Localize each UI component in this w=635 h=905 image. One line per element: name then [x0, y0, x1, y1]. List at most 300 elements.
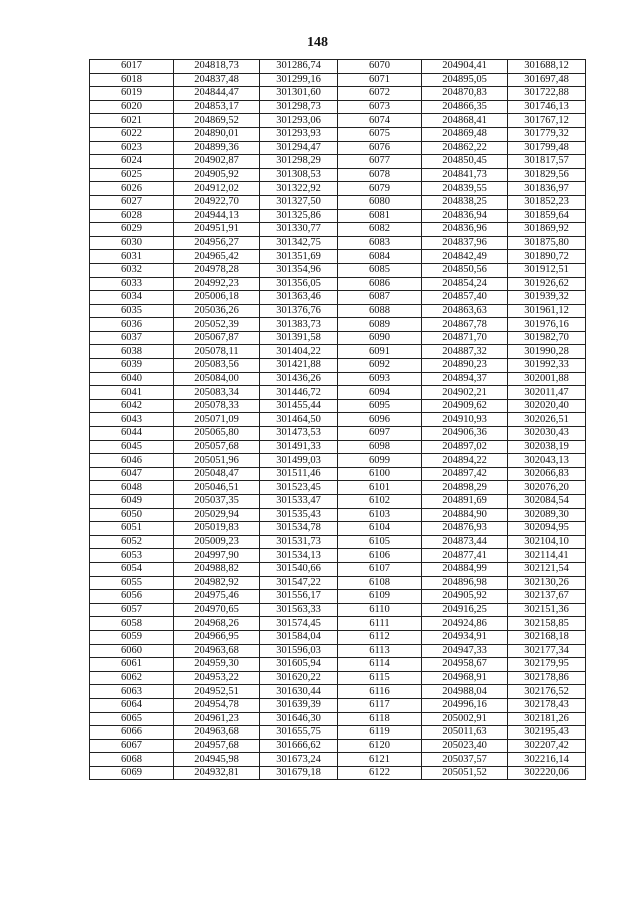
cell-point-number: 6070: [338, 60, 422, 74]
cell-coord-x: 204899,36: [174, 141, 260, 155]
table-row: [90, 644, 586, 658]
cell-coord-y: 301620,22: [260, 671, 338, 685]
table-row: [90, 630, 586, 644]
cell-point-number: 6109: [338, 590, 422, 604]
cell-coord-x: 204818,73: [174, 60, 260, 74]
cell-coord-x: 204947,33: [422, 644, 508, 658]
cell-coord-x: 204850,45: [422, 155, 508, 169]
cell-coord-y: 301799,48: [508, 141, 586, 155]
cell-point-number: 6059: [90, 630, 174, 644]
cell-coord-x: 205084,00: [174, 372, 260, 386]
cell-coord-x: 204961,23: [174, 712, 260, 726]
cell-coord-x: 204902,87: [174, 155, 260, 169]
cell-coord-y: 301563,33: [260, 603, 338, 617]
cell-coord-y: 301293,93: [260, 127, 338, 141]
cell-coord-x: 204966,95: [174, 630, 260, 644]
cell-point-number: 6066: [90, 726, 174, 740]
cell-point-number: 6033: [90, 277, 174, 291]
cell-coord-y: 302207,42: [508, 739, 586, 753]
table-row: [90, 766, 586, 780]
cell-coord-x: 204895,05: [422, 73, 508, 87]
cell-coord-x: 204996,16: [422, 698, 508, 712]
cell-coord-y: 301556,17: [260, 590, 338, 604]
cell-coord-y: 301391,58: [260, 331, 338, 345]
cell-coord-y: 302020,40: [508, 399, 586, 413]
cell-point-number: 6102: [338, 495, 422, 509]
cell-coord-y: 302179,95: [508, 658, 586, 672]
cell-coord-y: 301596,03: [260, 644, 338, 658]
cell-coord-y: 301584,04: [260, 630, 338, 644]
cell-coord-x: 204890,01: [174, 127, 260, 141]
table-row: [90, 236, 586, 250]
cell-coord-y: 301852,23: [508, 195, 586, 209]
cell-coord-y: 301376,76: [260, 304, 338, 318]
table-row: [90, 726, 586, 740]
cell-point-number: 6116: [338, 685, 422, 699]
cell-coord-y: 302094,95: [508, 522, 586, 536]
cell-coord-y: 301330,77: [260, 223, 338, 237]
table-row: [90, 345, 586, 359]
table-row: [90, 73, 586, 87]
cell-coord-y: 302076,20: [508, 481, 586, 495]
cell-coord-y: 301666,62: [260, 739, 338, 753]
cell-point-number: 6093: [338, 372, 422, 386]
cell-coord-x: 205019,83: [174, 522, 260, 536]
cell-point-number: 6044: [90, 427, 174, 441]
cell-point-number: 6043: [90, 413, 174, 427]
cell-coord-x: 204968,91: [422, 671, 508, 685]
cell-coord-y: 301673,24: [260, 753, 338, 767]
cell-point-number: 6052: [90, 535, 174, 549]
cell-coord-x: 205083,34: [174, 386, 260, 400]
cell-coord-x: 204898,29: [422, 481, 508, 495]
cell-point-number: 6113: [338, 644, 422, 658]
cell-coord-x: 204871,70: [422, 331, 508, 345]
cell-point-number: 6069: [90, 766, 174, 780]
cell-point-number: 6020: [90, 100, 174, 114]
cell-coord-y: 302089,30: [508, 508, 586, 522]
cell-point-number: 6034: [90, 291, 174, 305]
cell-point-number: 6049: [90, 495, 174, 509]
cell-point-number: 6039: [90, 359, 174, 373]
cell-point-number: 6096: [338, 413, 422, 427]
table-row: [90, 114, 586, 128]
cell-coord-y: 301679,18: [260, 766, 338, 780]
cell-point-number: 6057: [90, 603, 174, 617]
cell-coord-x: 204922,70: [174, 195, 260, 209]
cell-point-number: 6041: [90, 386, 174, 400]
table-row: [90, 127, 586, 141]
cell-coord-x: 204857,40: [422, 291, 508, 305]
cell-point-number: 6121: [338, 753, 422, 767]
cell-coord-y: 301836,97: [508, 182, 586, 196]
table-row: [90, 304, 586, 318]
cell-coord-y: 301455,44: [260, 399, 338, 413]
cell-coord-y: 302216,14: [508, 753, 586, 767]
cell-coord-x: 204968,26: [174, 617, 260, 631]
cell-point-number: 6029: [90, 223, 174, 237]
cell-coord-x: 204906,36: [422, 427, 508, 441]
cell-point-number: 6086: [338, 277, 422, 291]
cell-point-number: 6084: [338, 250, 422, 264]
cell-coord-x: 204894,22: [422, 454, 508, 468]
table-row: [90, 712, 586, 726]
table-row: [90, 182, 586, 196]
cell-point-number: 6094: [338, 386, 422, 400]
cell-coord-y: 301912,51: [508, 263, 586, 277]
cell-coord-y: 301547,22: [260, 576, 338, 590]
cell-coord-x: 204844,47: [174, 87, 260, 101]
cell-coord-y: 302084,54: [508, 495, 586, 509]
table-row: [90, 87, 586, 101]
cell-point-number: 6073: [338, 100, 422, 114]
cell-point-number: 6018: [90, 73, 174, 87]
cell-coord-x: 204978,28: [174, 263, 260, 277]
cell-point-number: 6108: [338, 576, 422, 590]
cell-coord-y: 301531,73: [260, 535, 338, 549]
cell-point-number: 6050: [90, 508, 174, 522]
cell-point-number: 6081: [338, 209, 422, 223]
cell-point-number: 6082: [338, 223, 422, 237]
cell-coord-x: 204956,27: [174, 236, 260, 250]
cell-point-number: 6056: [90, 590, 174, 604]
cell-point-number: 6088: [338, 304, 422, 318]
cell-coord-y: 301404,22: [260, 345, 338, 359]
cell-point-number: 6111: [338, 617, 422, 631]
cell-coord-x: 204897,42: [422, 467, 508, 481]
cell-coord-y: 302121,54: [508, 562, 586, 576]
table-row: [90, 576, 586, 590]
cell-coord-y: 301325,86: [260, 209, 338, 223]
cell-coord-y: 301446,72: [260, 386, 338, 400]
cell-coord-y: 301767,12: [508, 114, 586, 128]
table-row: [90, 590, 586, 604]
cell-coord-y: 302137,67: [508, 590, 586, 604]
cell-coord-y: 302011,47: [508, 386, 586, 400]
cell-coord-y: 301533,47: [260, 495, 338, 509]
cell-coord-y: 302130,26: [508, 576, 586, 590]
cell-point-number: 6053: [90, 549, 174, 563]
table-row: [90, 508, 586, 522]
cell-point-number: 6076: [338, 141, 422, 155]
cell-point-number: 6060: [90, 644, 174, 658]
cell-coord-x: 204841,73: [422, 168, 508, 182]
cell-coord-y: 301293,06: [260, 114, 338, 128]
cell-point-number: 6074: [338, 114, 422, 128]
cell-coord-x: 204944,13: [174, 209, 260, 223]
table-row: [90, 549, 586, 563]
cell-coord-y: 301540,66: [260, 562, 338, 576]
cell-coord-y: 301356,05: [260, 277, 338, 291]
cell-coord-y: 301351,69: [260, 250, 338, 264]
cell-point-number: 6032: [90, 263, 174, 277]
cell-coord-y: 301869,92: [508, 223, 586, 237]
cell-coord-x: 204877,41: [422, 549, 508, 563]
cell-point-number: 6112: [338, 630, 422, 644]
cell-coord-x: 205057,68: [174, 440, 260, 454]
cell-point-number: 6098: [338, 440, 422, 454]
cell-coord-x: 204891,69: [422, 495, 508, 509]
cell-point-number: 6023: [90, 141, 174, 155]
cell-coord-x: 205065,80: [174, 427, 260, 441]
coordinates-table: [89, 59, 586, 780]
table-row: [90, 481, 586, 495]
cell-coord-x: 204932,81: [174, 766, 260, 780]
table-row: [90, 250, 586, 264]
cell-coord-y: 301473,53: [260, 427, 338, 441]
table-row: [90, 141, 586, 155]
table-row: [90, 100, 586, 114]
cell-coord-x: 204884,90: [422, 508, 508, 522]
table-row: [90, 495, 586, 509]
cell-point-number: 6110: [338, 603, 422, 617]
table-row: [90, 399, 586, 413]
cell-point-number: 6045: [90, 440, 174, 454]
cell-point-number: 6068: [90, 753, 174, 767]
table-row: [90, 698, 586, 712]
cell-point-number: 6106: [338, 549, 422, 563]
cell-coord-x: 204867,78: [422, 318, 508, 332]
cell-coord-y: 302178,43: [508, 698, 586, 712]
cell-coord-y: 302176,52: [508, 685, 586, 699]
cell-coord-x: 205051,96: [174, 454, 260, 468]
cell-coord-y: 301982,70: [508, 331, 586, 345]
cell-coord-x: 204957,68: [174, 739, 260, 753]
cell-coord-y: 301342,75: [260, 236, 338, 250]
cell-coord-x: 205067,87: [174, 331, 260, 345]
cell-coord-x: 204850,56: [422, 263, 508, 277]
cell-coord-y: 301535,43: [260, 508, 338, 522]
cell-coord-y: 301301,60: [260, 87, 338, 101]
cell-coord-y: 301817,57: [508, 155, 586, 169]
table-row: [90, 671, 586, 685]
cell-point-number: 6097: [338, 427, 422, 441]
cell-point-number: 6058: [90, 617, 174, 631]
cell-coord-x: 204897,02: [422, 440, 508, 454]
cell-coord-x: 204890,23: [422, 359, 508, 373]
cell-coord-x: 204896,98: [422, 576, 508, 590]
cell-coord-x: 204910,93: [422, 413, 508, 427]
table-row: [90, 291, 586, 305]
cell-coord-y: 302001,88: [508, 372, 586, 386]
cell-coord-x: 205083,56: [174, 359, 260, 373]
cell-coord-x: 204869,52: [174, 114, 260, 128]
table-row: [90, 685, 586, 699]
table-row: [90, 522, 586, 536]
cell-coord-x: 204836,96: [422, 223, 508, 237]
cell-point-number: 6078: [338, 168, 422, 182]
cell-point-number: 6085: [338, 263, 422, 277]
table-row: [90, 413, 586, 427]
cell-coord-x: 205023,40: [422, 739, 508, 753]
table-row: [90, 195, 586, 209]
cell-point-number: 6065: [90, 712, 174, 726]
cell-point-number: 6077: [338, 155, 422, 169]
cell-point-number: 6054: [90, 562, 174, 576]
cell-coord-y: 301574,45: [260, 617, 338, 631]
cell-coord-x: 204959,30: [174, 658, 260, 672]
cell-coord-x: 204905,92: [422, 590, 508, 604]
table-row: [90, 753, 586, 767]
cell-coord-y: 301875,80: [508, 236, 586, 250]
cell-coord-y: 301299,16: [260, 73, 338, 87]
cell-coord-y: 302151,36: [508, 603, 586, 617]
cell-coord-x: 204905,92: [174, 168, 260, 182]
cell-point-number: 6080: [338, 195, 422, 209]
cell-coord-y: 302114,41: [508, 549, 586, 563]
cell-point-number: 6103: [338, 508, 422, 522]
cell-coord-x: 204873,44: [422, 535, 508, 549]
coordinates-table-container: [89, 59, 586, 780]
cell-coord-x: 205009,23: [174, 535, 260, 549]
table-row: [90, 60, 586, 74]
cell-coord-y: 301534,13: [260, 549, 338, 563]
table-row: [90, 454, 586, 468]
table-row: [90, 535, 586, 549]
table-row: [90, 223, 586, 237]
cell-coord-x: 204953,22: [174, 671, 260, 685]
table-row: [90, 209, 586, 223]
cell-point-number: 6025: [90, 168, 174, 182]
table-row: [90, 467, 586, 481]
cell-coord-x: 204945,98: [174, 753, 260, 767]
cell-point-number: 6071: [338, 73, 422, 87]
cell-point-number: 6022: [90, 127, 174, 141]
cell-point-number: 6083: [338, 236, 422, 250]
cell-coord-x: 205006,18: [174, 291, 260, 305]
cell-coord-y: 301630,44: [260, 685, 338, 699]
cell-coord-y: 301363,46: [260, 291, 338, 305]
cell-point-number: 6019: [90, 87, 174, 101]
cell-point-number: 6107: [338, 562, 422, 576]
cell-coord-x: 204954,78: [174, 698, 260, 712]
cell-coord-y: 301354,96: [260, 263, 338, 277]
cell-point-number: 6091: [338, 345, 422, 359]
cell-coord-y: 301829,56: [508, 168, 586, 182]
cell-coord-y: 301697,48: [508, 73, 586, 87]
cell-coord-y: 302177,34: [508, 644, 586, 658]
cell-coord-x: 204853,17: [174, 100, 260, 114]
cell-point-number: 6047: [90, 467, 174, 481]
cell-coord-x: 205048,47: [174, 467, 260, 481]
table-row: [90, 372, 586, 386]
cell-coord-y: 302181,26: [508, 712, 586, 726]
cell-coord-x: 204988,82: [174, 562, 260, 576]
cell-coord-y: 301308,53: [260, 168, 338, 182]
coordinates-table-body: [90, 60, 586, 780]
table-row: [90, 386, 586, 400]
cell-coord-y: 301939,32: [508, 291, 586, 305]
cell-point-number: 6030: [90, 236, 174, 250]
table-row: [90, 155, 586, 169]
cell-point-number: 6055: [90, 576, 174, 590]
cell-coord-x: 204839,55: [422, 182, 508, 196]
cell-coord-x: 204887,32: [422, 345, 508, 359]
cell-coord-y: 301298,29: [260, 155, 338, 169]
cell-point-number: 6036: [90, 318, 174, 332]
cell-point-number: 6079: [338, 182, 422, 196]
cell-coord-y: 301534,78: [260, 522, 338, 536]
cell-coord-x: 204988,04: [422, 685, 508, 699]
cell-coord-y: 302104,10: [508, 535, 586, 549]
cell-coord-y: 301926,62: [508, 277, 586, 291]
cell-coord-x: 204876,93: [422, 522, 508, 536]
cell-coord-y: 301298,73: [260, 100, 338, 114]
cell-point-number: 6046: [90, 454, 174, 468]
cell-coord-x: 204863,63: [422, 304, 508, 318]
cell-coord-y: 301421,88: [260, 359, 338, 373]
cell-point-number: 6115: [338, 671, 422, 685]
cell-point-number: 6101: [338, 481, 422, 495]
table-row: [90, 263, 586, 277]
cell-point-number: 6095: [338, 399, 422, 413]
cell-point-number: 6061: [90, 658, 174, 672]
cell-point-number: 6104: [338, 522, 422, 536]
cell-point-number: 6037: [90, 331, 174, 345]
cell-coord-y: 301491,33: [260, 440, 338, 454]
cell-point-number: 6089: [338, 318, 422, 332]
cell-point-number: 6100: [338, 467, 422, 481]
cell-point-number: 6114: [338, 658, 422, 672]
cell-coord-y: 301436,26: [260, 372, 338, 386]
cell-point-number: 6038: [90, 345, 174, 359]
cell-coord-y: 302026,51: [508, 413, 586, 427]
cell-point-number: 6062: [90, 671, 174, 685]
cell-coord-x: 204842,49: [422, 250, 508, 264]
cell-coord-x: 205046,51: [174, 481, 260, 495]
cell-coord-y: 301961,12: [508, 304, 586, 318]
cell-coord-x: 204982,92: [174, 576, 260, 590]
cell-coord-y: 301859,64: [508, 209, 586, 223]
cell-coord-y: 301655,75: [260, 726, 338, 740]
table-row: [90, 603, 586, 617]
cell-coord-x: 205037,57: [422, 753, 508, 767]
cell-point-number: 6090: [338, 331, 422, 345]
table-row: [90, 277, 586, 291]
cell-coord-x: 205051,52: [422, 766, 508, 780]
cell-coord-y: 302195,43: [508, 726, 586, 740]
cell-coord-x: 204838,25: [422, 195, 508, 209]
cell-coord-x: 204963,68: [174, 726, 260, 740]
cell-coord-y: 301286,74: [260, 60, 338, 74]
cell-coord-x: 205078,33: [174, 399, 260, 413]
cell-coord-x: 204854,24: [422, 277, 508, 291]
page-number: 148: [307, 35, 328, 50]
cell-coord-x: 204963,68: [174, 644, 260, 658]
cell-point-number: 6027: [90, 195, 174, 209]
table-row: [90, 440, 586, 454]
table-row: [90, 562, 586, 576]
cell-coord-y: 301990,28: [508, 345, 586, 359]
cell-coord-y: 301523,45: [260, 481, 338, 495]
cell-point-number: 6067: [90, 739, 174, 753]
cell-coord-x: 205011,63: [422, 726, 508, 740]
cell-coord-x: 205052,39: [174, 318, 260, 332]
cell-point-number: 6031: [90, 250, 174, 264]
cell-coord-y: 301383,73: [260, 318, 338, 332]
cell-coord-y: 302178,86: [508, 671, 586, 685]
cell-coord-y: 301639,39: [260, 698, 338, 712]
cell-point-number: 6092: [338, 359, 422, 373]
cell-coord-x: 204952,51: [174, 685, 260, 699]
cell-coord-x: 204837,48: [174, 73, 260, 87]
cell-coord-x: 205078,11: [174, 345, 260, 359]
cell-coord-y: 301605,94: [260, 658, 338, 672]
cell-point-number: 6028: [90, 209, 174, 223]
cell-coord-x: 204869,48: [422, 127, 508, 141]
cell-coord-x: 204902,21: [422, 386, 508, 400]
cell-coord-y: 301779,32: [508, 127, 586, 141]
